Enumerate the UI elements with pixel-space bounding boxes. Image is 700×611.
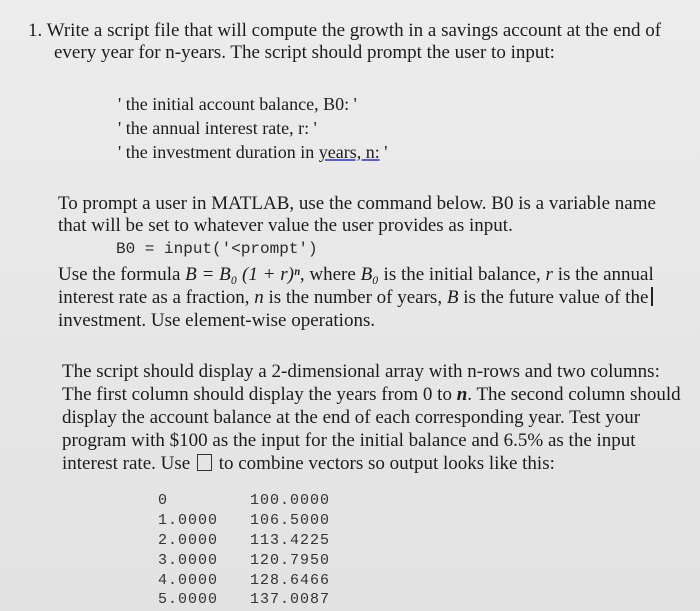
formula-expression: B = B₀ (1 + r)ⁿ: [185, 264, 300, 285]
prompt-duration-post: ': [379, 142, 388, 162]
formula-line-1: [58, 264, 654, 286]
year-cell: 2.0000: [158, 532, 219, 549]
prompt-duration-pre: ' the investment duration in: [118, 142, 319, 162]
display-line-2: [62, 384, 681, 406]
display-line-3: display the account balance at the end of each corresponding year. Test your: [62, 407, 641, 428]
table-row: [158, 572, 418, 592]
prompt-duration: [118, 141, 387, 163]
year-cell: 0: [158, 492, 169, 509]
formula-B: B: [446, 287, 459, 308]
year-cell: 3.0000: [158, 552, 219, 569]
formula-mid3: is the annual: [552, 264, 654, 285]
formula-line2-post: is the future value of the: [458, 287, 649, 308]
output-table: [158, 492, 418, 611]
formula-n: n: [254, 287, 264, 308]
formula-line2-mid: is the number of years,: [263, 287, 447, 308]
prompt-initial-balance: ' the initial account balance, B0: ': [118, 94, 357, 114]
matlab-line-1: To prompt a user in MATLAB, use the command below. B0 is a variable name: [58, 193, 656, 214]
prompt-interest-rate: ' the annual interest rate, r: ': [118, 118, 317, 138]
prompt-duration-underlined: years, n:: [318, 142, 380, 162]
question-line-2: every year for n-years. The script should prompt the user to input:: [54, 42, 555, 63]
matlab-code: B0 = input('<prompt'): [116, 240, 318, 258]
table-row: [158, 552, 418, 572]
formula-line-2: [58, 287, 653, 309]
table-row: [158, 532, 418, 552]
display-line5-pre: interest rate. Use: [62, 453, 195, 474]
table-row: [158, 492, 418, 512]
balance-cell: 106.5000: [250, 512, 331, 529]
year-cell: 5.0000: [158, 591, 219, 608]
formula-mid1: , where: [299, 264, 361, 285]
matlab-line-2: that will be set to whatever value the user provides as input.: [58, 215, 513, 236]
balance-cell: 128.6466: [250, 572, 331, 589]
year-cell: 4.0000: [158, 572, 219, 589]
question-number: 1.: [28, 20, 43, 41]
display-line2-pre: The first column should display the years from 0 to: [62, 384, 457, 405]
year-cell: 1.0000: [158, 512, 219, 529]
display-line2-post: . The second column should: [467, 384, 681, 405]
question-line-1: [28, 20, 661, 42]
display-line-4: program with $100 as the input for the initial balance and 6.5% as the input: [62, 430, 636, 451]
formula-mid2: is the initial balance,: [378, 264, 546, 285]
display-line-1: The script should display a 2-dimensional array with n-rows and two columns:: [62, 361, 660, 382]
display-line5-post: to combine vectors so output looks like this:: [213, 453, 555, 474]
balance-cell: 113.4225: [250, 532, 331, 549]
formula-line2-pre: interest rate as a fraction,: [58, 287, 255, 308]
table-row: [158, 591, 418, 611]
display-n: n: [456, 384, 468, 405]
formula-b0: B₀: [360, 264, 379, 285]
display-line-5: [62, 453, 555, 475]
table-row: [158, 512, 418, 532]
formula-pre: Use the formula: [58, 264, 186, 285]
balance-cell: 100.0000: [250, 492, 331, 509]
balance-cell: 120.7950: [250, 552, 331, 569]
text-cursor: [651, 287, 653, 306]
formula-r: r: [545, 264, 553, 285]
balance-cell: 137.0087: [250, 591, 331, 608]
bracket-icon: [197, 454, 212, 471]
question-text-1: Write a script file that will compute the growth in a savings account at the end of: [46, 20, 662, 41]
formula-line-3: investment. Use element-wise operations.: [58, 310, 376, 331]
